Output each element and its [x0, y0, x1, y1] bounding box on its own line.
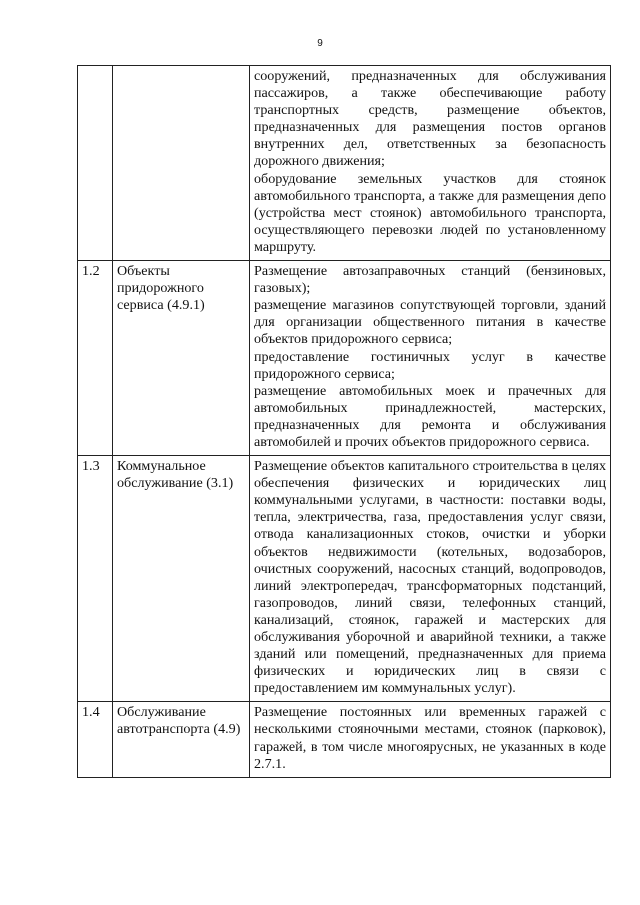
- table-row: [78, 702, 611, 777]
- row-number: 1.2: [78, 261, 113, 456]
- description-paragraph: Размещение объектов капитального строительства в целях обеспечения физических и юридических лиц коммунальными услугами, в частности: поставки воды, тепла, электричества, газа, предоставления услуг связи, отвода канализационных стоков, очистки и уборки объектов недвижимости (котельных, водозаборов, очистных сооружений, насосных станций, водопроводов, линий электропередач, трансформаторных подстанций, газопроводов, линий связи, телефонных станций, канализаций, стоянок, гаражей и мастерских для обслуживания уборочной и аварийной техники, а также зданий или помещений, предназначенных для приема физических и юридических лиц в связи с предоставлением им коммунальных услуг).: [254, 458, 606, 697]
- row-name: Коммунальное обслуживание (3.1): [113, 456, 250, 702]
- row-description: [250, 456, 611, 702]
- description-paragraph: Размещение постоянных или временных гаражей с несколькими стояночными местами, стоянок (парковок), гаражей, в том числе многоярусных, не указанных в коде 2.7.1.: [254, 704, 606, 772]
- row-number: 1.3: [78, 456, 113, 702]
- description-paragraph: размещение магазинов сопутствующей торговли, зданий для организации общественного питания в качестве объектов придорожного сервиса;: [254, 297, 606, 348]
- description-paragraph: Размещение автозаправочных станций (бензиновых, газовых);: [254, 263, 606, 297]
- description-paragraph: размещение автомобильных моек и прачечных для автомобильных принадлежностей, мастерских, предназначенных для ремонта и обслуживания автомобилей и прочих объектов придорожного сервиса.: [254, 382, 606, 450]
- row-description: [250, 66, 611, 261]
- row-name: [113, 66, 250, 261]
- page-number: 9: [317, 38, 323, 49]
- description-paragraph: сооружений, предназначенных для обслуживания пассажиров, а также обеспечивающие работу транспортных средств, размещение объектов, предназначенных для размещения постов органов внутренних дел, ответственных за безопасность дорожного движения;: [254, 68, 606, 170]
- table-row: [78, 456, 611, 702]
- row-number: 1.4: [78, 702, 113, 777]
- table-row: [78, 66, 611, 261]
- description-paragraph: предоставление гостиничных услуг в качестве придорожного сервиса;: [254, 348, 606, 382]
- row-description: [250, 702, 611, 777]
- row-number: [78, 66, 113, 261]
- row-name: Объекты придорожного сервиса (4.9.1): [113, 261, 250, 456]
- land-use-table: [77, 65, 611, 778]
- row-name: Обслуживание автотранспорта (4.9): [113, 702, 250, 777]
- description-paragraph: оборудование земельных участков для стоянок автомобильного транспорта, а также для размещения депо (устройства мест стоянок) автомобильного транспорта, осуществляющего перевозки людей по установленному маршруту.: [254, 170, 606, 255]
- row-description: [250, 261, 611, 456]
- table-row: [78, 261, 611, 456]
